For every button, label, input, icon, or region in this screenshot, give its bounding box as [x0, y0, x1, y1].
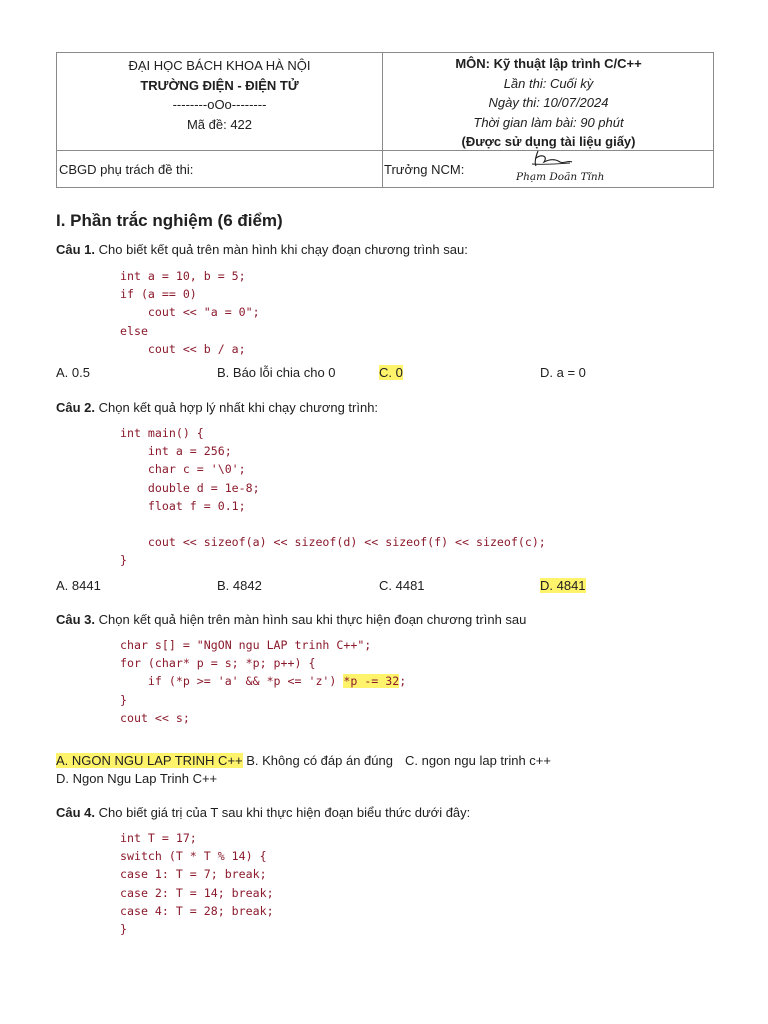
code-line: [120, 515, 546, 533]
question-1: [56, 242, 468, 257]
code-line: case 2: T = 14; break;: [120, 885, 274, 900]
exam-duration: Thời gian làm bài: 90 phút: [473, 114, 624, 130]
q3-option-b: B. Không có đáp án đúng: [242, 753, 393, 768]
q3-option-d: D. Ngon Ngu Lap Trinh C++: [56, 771, 218, 786]
q2-option-a: A. 8441: [56, 578, 101, 593]
header-divider: --------oOo--------: [172, 97, 267, 112]
code-line: cout << "a = 0";: [120, 305, 260, 320]
q2-option-c: C. 4481: [379, 578, 425, 593]
exam-header-table: [56, 52, 714, 188]
signature-name: Phạm Doãn Tĩnh: [516, 171, 605, 183]
q3-option-a-highlighted: A. NGON NGU LAP TRINH C++: [56, 753, 243, 768]
subject-title: MÔN: Kỹ thuật lập trình C/C++: [455, 56, 642, 71]
code-line: cout << sizeof(a) << sizeof(d) << sizeof(f) << sizeof(c);: [120, 535, 546, 550]
code-line: else: [120, 323, 148, 338]
question-1-text: Cho biết kết quả trên màn hình khi chạy đoạn chương trình sau:: [95, 242, 468, 257]
code-line: if (*p >= 'a' && *p <= 'z') *p -= 32;: [120, 674, 407, 689]
code-line: int a = 10, b = 5;: [120, 269, 246, 283]
q3-options-line: [56, 753, 393, 768]
question-4-text: Cho biết giá trị của T sau khi thực hiện đoạn biểu thức dưới đây:: [95, 805, 471, 820]
code-line: }: [120, 922, 127, 937]
q1-option-b: B. Báo lỗi chia cho 0: [217, 365, 336, 380]
code-line: switch (T * T % 14) {: [120, 849, 267, 864]
header-left-cell: [57, 53, 382, 150]
code-line: float f = 0.1;: [120, 498, 246, 513]
q2-option-b: B. 4842: [217, 578, 262, 593]
section-title: I. Phần trắc nghiệm (6 điểm): [56, 211, 283, 230]
question-4-code: [120, 829, 274, 938]
code-line: char c = '\0';: [120, 462, 246, 477]
exam-code: Mã đề: 422: [186, 116, 253, 132]
question-2-label: Câu 2.: [56, 400, 96, 415]
code-line: }: [120, 692, 127, 707]
code-line: case 1: T = 7; break;: [120, 867, 267, 882]
code-line: cout << s;: [120, 710, 190, 725]
head-of-group-label: Trưởng NCM:: [384, 162, 465, 177]
question-1-code: [120, 267, 260, 358]
question-2-text: Chọn kết quả hợp lý nhất khi chạy chương trình:: [95, 400, 379, 415]
code-line: int T = 17;: [120, 831, 197, 845]
q1-option-c-highlighted: C. 0: [379, 365, 403, 380]
question-4: [56, 805, 470, 820]
header-right-cell: [383, 53, 714, 150]
q1-option-d: D. a = 0: [540, 365, 586, 380]
q1-option-a: A. 0.5: [56, 365, 90, 380]
q2-option-d-highlighted: D. 4841: [540, 578, 586, 593]
exam-attempt: Lần thi: Cuối kỳ: [503, 75, 594, 91]
question-2: [56, 400, 378, 415]
code-line: int main() {: [120, 426, 204, 440]
signature-image: [456, 148, 605, 184]
code-line: if (a == 0): [120, 287, 197, 302]
code-line: int a = 256;: [120, 444, 232, 459]
code-line: char s[] = "NgON ngu LAP trinh C++";: [120, 638, 372, 652]
exam-date: Ngày thi: 10/07/2024: [488, 95, 609, 110]
question-2-code: [120, 424, 546, 570]
code-line: }: [120, 553, 127, 568]
q3-option-c: C. ngon ngu lap trinh c++: [405, 753, 551, 768]
school-name: TRƯỜNG ĐIỆN - ĐIỆN TỬ: [140, 77, 299, 93]
code-line: for (char* p = s; *p; p++) {: [120, 656, 316, 671]
code-line: cout << b / a;: [120, 341, 246, 356]
question-4-label: Câu 4.: [56, 805, 96, 820]
code-line: case 4: T = 28; break;: [120, 903, 274, 918]
question-3-code: [120, 636, 406, 727]
question-3-label: Câu 3.: [56, 612, 96, 627]
question-3: [56, 612, 526, 627]
lecturer-label: CBGD phụ trách đề thi:: [59, 162, 194, 177]
university-name: ĐẠI HỌC BÁCH KHOA HÀ NỘI: [128, 58, 311, 73]
materials-note: (Được sử dụng tài liệu giấy): [461, 134, 636, 149]
code-line: double d = 1e-8;: [120, 480, 260, 495]
question-3-text: Chọn kết quả hiện trên màn hình sau khi thực hiện đoạn chương trình sau: [95, 612, 527, 627]
highlighted-code: *p -= 32: [343, 674, 400, 689]
question-1-label: Câu 1.: [56, 242, 96, 257]
